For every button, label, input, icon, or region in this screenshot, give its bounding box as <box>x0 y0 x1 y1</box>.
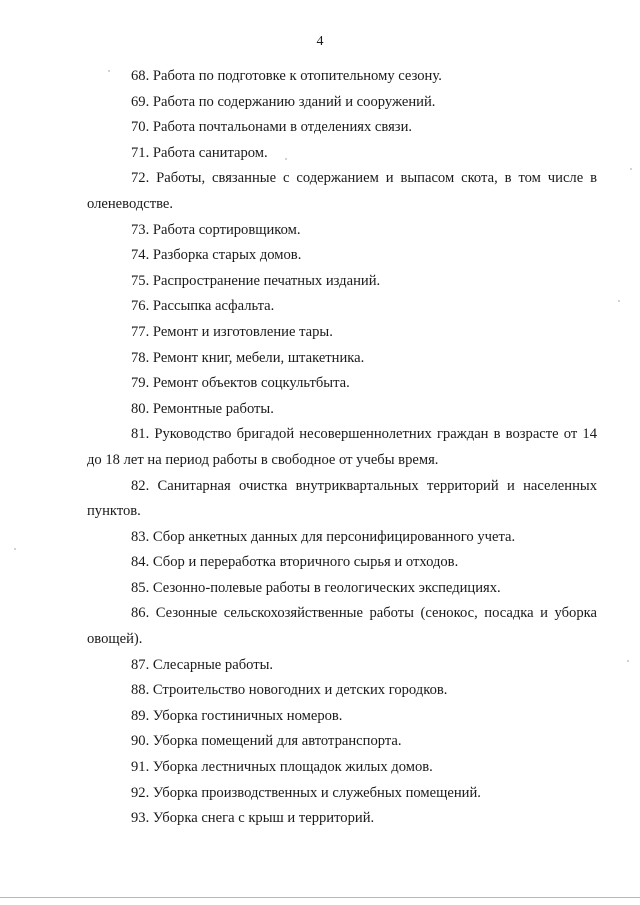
list-item: 85. Сезонно-полевые работы в геологических экспедициях. <box>131 579 501 596</box>
list-item: 69. Работа по содержанию зданий и сооружений. <box>131 93 436 110</box>
list-item: 83. Сбор анкетных данных для персонифицированного учета. <box>131 528 516 545</box>
scan-speck <box>627 660 629 662</box>
list-item: 73. Работа сортировщиком. <box>131 221 301 238</box>
list-item: 87. Слесарные работы. <box>131 656 274 673</box>
list-item: 92. Уборка производственных и служебных помещений. <box>131 784 481 801</box>
list-item: 74. Разборка старых домов. <box>131 247 302 264</box>
list-item: 91. Уборка лестничных площадок жилых домов. <box>131 759 433 776</box>
scan-speck <box>630 168 632 170</box>
list-item: 93. Уборка снега с крыш и территорий. <box>131 810 375 827</box>
list-item: 71. Работа санитаром. <box>131 144 268 161</box>
list-item: 68. Работа по подготовке к отопительному сезону. <box>131 68 442 84</box>
scan-speck <box>618 300 620 302</box>
list-item: 90. Уборка помещений для автотранспорта. <box>131 733 402 750</box>
list-item: 77. Ремонт и изготовление тары. <box>131 323 333 340</box>
list-item: 82. Санитарная очистка внутриквартальных территорий и населенных пунктов. <box>87 477 597 520</box>
list-item: 79. Ремонт объектов соцкультбыта. <box>131 375 350 392</box>
list-item: 86. Сезонные сельскохозяйственные работы (сенокос, посадка и уборка овощей). <box>87 605 597 648</box>
list-item: 81. Руководство бригадой несовершеннолетних граждан в возрасте от 14 до 18 лет на период работы в свободное от учебы время. <box>87 426 597 468</box>
list-item: 84. Сбор и переработка вторичного сырья и отходов. <box>131 554 459 571</box>
list-item: 72. Работы, связанные с содержанием и выпасом скота, в том числе в оленеводстве. <box>87 170 597 212</box>
scan-speck <box>14 548 16 550</box>
page-bottom-edge <box>0 897 640 898</box>
list-item: 75. Распространение печатных изданий. <box>131 272 381 289</box>
list-item: 76. Рассыпка асфальта. <box>131 298 275 315</box>
numbered-list <box>87 64 597 832</box>
list-item: 78. Ремонт книг, мебели, штакетника. <box>131 349 365 366</box>
page-number: 4 <box>316 34 324 49</box>
list-item: 89. Уборка гостиничных номеров. <box>131 707 343 724</box>
scan-speck <box>285 158 287 160</box>
list-item: 80. Ремонтные работы. <box>131 400 274 417</box>
scan-speck <box>108 70 110 72</box>
list-item: 88. Строительство новогодних и детских городков. <box>131 682 448 699</box>
list-item: 70. Работа почтальонами в отделениях связи. <box>131 119 413 136</box>
